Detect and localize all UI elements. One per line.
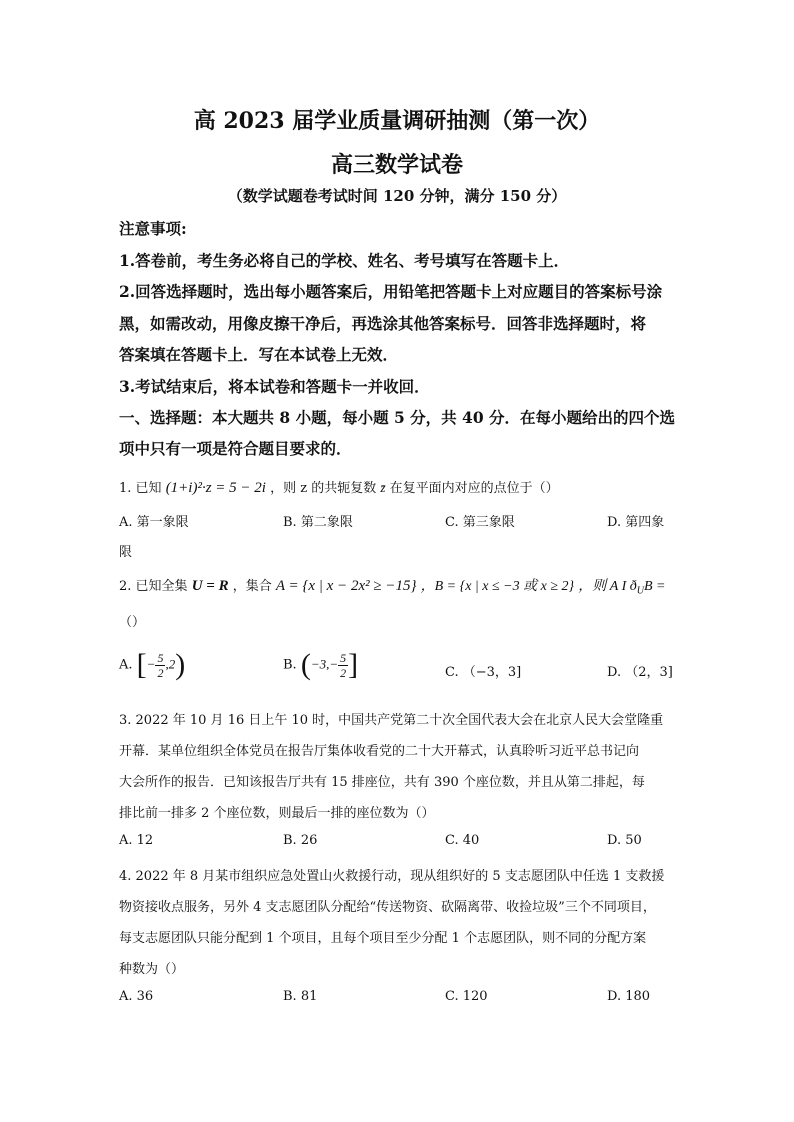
q2-universe: U = R (191, 578, 229, 594)
q3-line-2: 开幕．某单位组织全体党员在报告厅集体收看党的二十大开幕式，认真聆听习近平总书记向 (119, 744, 640, 759)
q2-paren: （） (119, 615, 146, 630)
q1-formula: (1+i)²·z = 5 − 2i (165, 480, 266, 496)
q4-line-1: 4. 2022 年 8 月某市组织应急处置山火救援行动，现从组织好的 5 支志愿团队中任选 1 支救援 (119, 869, 665, 884)
q3-line-1: 3. 2022 年 10 月 16 日上午 10 时，中国共产党第二十次全国代表大会在北京人民大会堂隆重 (119, 713, 664, 728)
q4-option-a: A. 36 (119, 989, 154, 1004)
question-1 (119, 477, 679, 497)
q2-ask-2: B = (643, 579, 666, 594)
q2-option-b-label: B. (283, 657, 297, 673)
q1-option-c: C. 第三象限 (445, 515, 515, 530)
q1-option-a: A. 第一象限 (119, 515, 189, 530)
q1-option-d: D. 第四象 (607, 515, 665, 530)
exam-title: 高 2023 届学业质量调研抽测（第一次） (193, 108, 601, 134)
q3-option-b: B. 26 (283, 833, 318, 848)
q2-option-c: C. （−3，3] (445, 665, 522, 680)
instructions-heading: 注意事项: (119, 219, 187, 238)
q2-set-b: ，B = {x | x ≤ −3 或 x ≥ 2} (420, 579, 575, 594)
q2-set-a-label: ，集合 (232, 579, 272, 594)
q4-option-b: B. 81 (283, 989, 318, 1004)
q2-option-a-label: A. (119, 657, 133, 673)
exam-subtitle: 高三数学试卷 (330, 152, 463, 178)
q4-line-4: 种数为（） (119, 962, 185, 977)
q4-option-c: C. 120 (445, 989, 488, 1004)
q2-ask: ，则 A I ð (578, 579, 637, 594)
q3-option-a: A. 12 (119, 833, 154, 848)
instruction-1: 1.答卷前，考生务必将自己的学校、姓名、考号填写在答题卡上． (119, 251, 570, 270)
q2-prefix: 2. 已知全集 (119, 579, 188, 594)
q4-option-d: D. 180 (607, 989, 651, 1004)
q2-option-d: D. （2，3] (607, 665, 673, 680)
q3-line-3: 大会所作的报告．已知该报告厅共有 15 排座位，共有 390 个座位数，并且从第二排起，每 (119, 775, 645, 790)
instruction-2-line-1: 2.回答选择题时，选出每小题答案后，用铅笔把答题卡上对应题目的答案标号涂 (119, 282, 663, 301)
q3-option-c: C. 40 (445, 833, 480, 848)
section-1-heading-line-1: 一、选择题：本大题共 8 小题，每小题 5 分，共 40 分．在每小题给出的四个选 (119, 408, 676, 427)
q1-option-b: B. 第二象限 (283, 515, 353, 530)
q2-option-a: A. [− $\frac{5}{2}$ ,2) (119, 648, 186, 681)
instruction-2-line-3: 答案填在答题卡上．写在本试卷上无效． (119, 345, 399, 364)
q1-suffix: 在复平面内对应的点位于（） (389, 481, 559, 496)
q2-option-b: B. (−3,− $\frac{5}{2}$ ] (283, 648, 359, 681)
q3-line-4: 排比前一排多 2 个座位数，则最后一排的座位数为（） (119, 806, 435, 821)
q4-line-3: 每支志愿团队只能分配到 1 个项目，且每个项目至少分配 1 个志愿团队，则不同的分配方案 (119, 931, 647, 946)
q1-option-d-wrap: 限 (119, 545, 133, 560)
q1-prefix: 1. 已知 (119, 481, 162, 496)
q2-option-b-fraction: $\frac{5}{2}$ (340, 650, 347, 680)
section-1-heading-line-2: 项中只有一项是符合题目要求的． (119, 439, 352, 458)
q4-line-2: 物资接收点服务，另外 4 支志愿团队分配给“传送物资、砍隔离带、收捡垃圾”三个不同项目， (119, 900, 656, 915)
q2-option-a-fraction: $\frac{5}{2}$ (157, 650, 164, 680)
q2-set-a: A = {x | x − 2x² ≥ −15} (275, 578, 417, 594)
q1-conjugate: z̄ (380, 480, 386, 495)
exam-time-note: （数学试题卷考试时间 120 分钟，满分 150 分） (227, 187, 567, 205)
instruction-3: 3.考试结束后，将本试卷和答题卡一并收回． (119, 377, 430, 396)
q3-option-d: D. 50 (607, 833, 642, 848)
instruction-2-line-2: 黑，如需改动，用像皮擦干净后，再选涂其他答案标号．回答非选择题时，将 (119, 314, 647, 333)
q1-mid: ，则 z 的共轭复数 (270, 481, 377, 496)
question-2: 2. 已知全集 U = R ，集合 A = {x | x − 2x² ≥ −15} ，B = {x | x ≤ −3 或 x ≥ 2} ，则 A I $ð_UB$ = (119, 578, 666, 597)
